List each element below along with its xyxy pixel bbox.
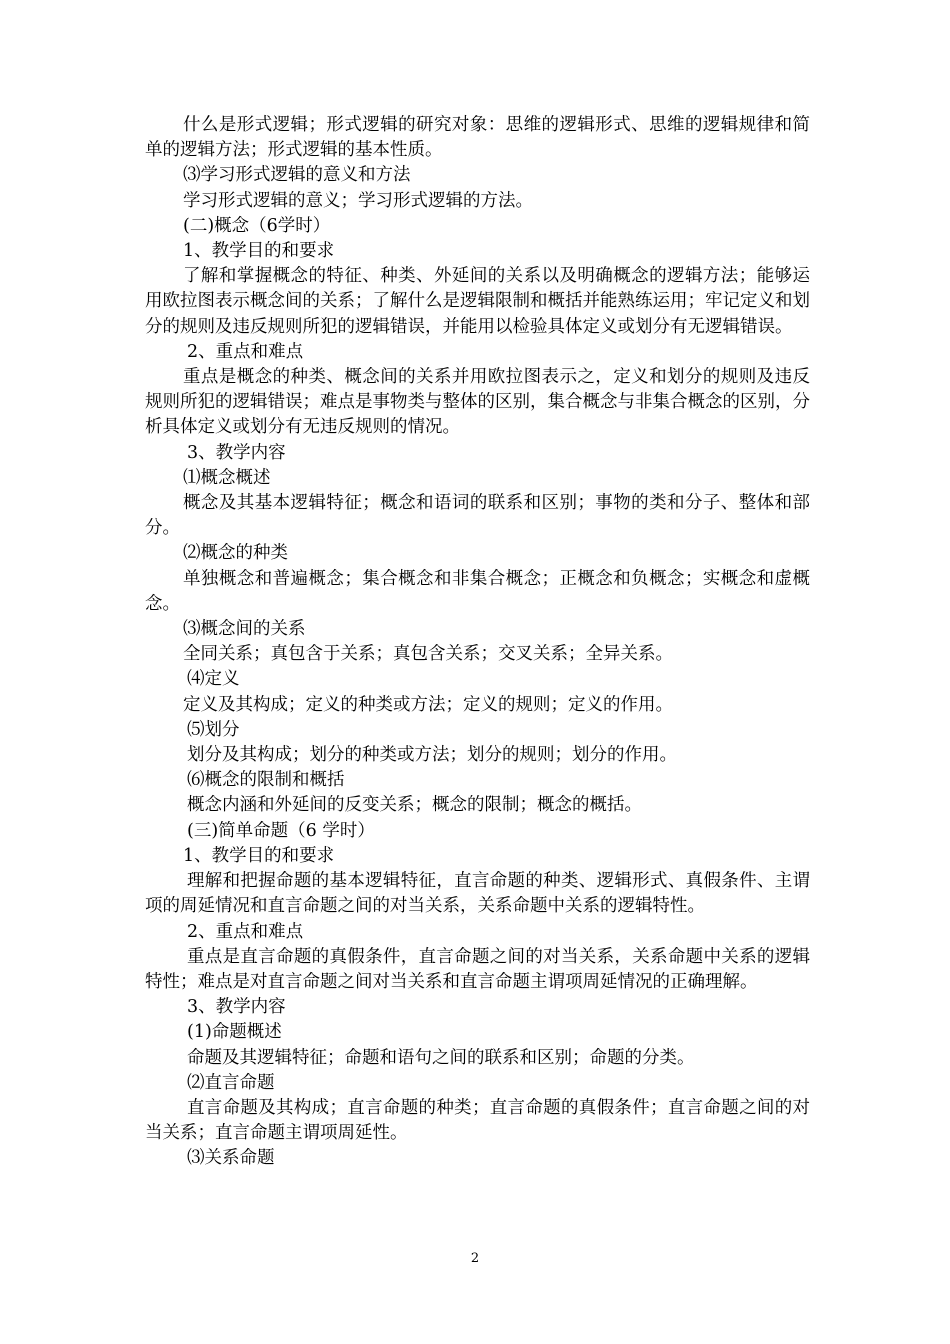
paragraph: 划分及其构成；划分的种类或方法；划分的规则；划分的作用。 xyxy=(187,745,677,766)
item-heading: 1、教学目的和要求 xyxy=(183,241,335,262)
paragraph: 重点是直言命题的真假条件，直言命题之间的对当关系，关系命题中关系的逻辑特性；难点是对直言命题之间对当关系和直言命题主谓项周延情况的正确理解。 xyxy=(145,946,810,992)
subsection-heading: ⑵概念的种类 xyxy=(183,543,288,564)
paragraph: 概念及其基本逻辑特征；概念和语词的联系和区别；事物的类和分子、整体和部分。 xyxy=(145,493,810,539)
paragraph: 什么是形式逻辑；形式逻辑的研究对象：思维的逻辑形式、思维的逻辑规律和简单的逻辑方法；形式逻辑的基本性质。 xyxy=(145,115,810,161)
paragraph: 直言命题及其构成；直言命题的种类；直言命题的真假条件；直言命题之间的对当关系；直言命题主谓项周延性。 xyxy=(145,1097,810,1144)
subsection-heading: ⑷定义 xyxy=(187,669,240,690)
paragraph: 定义及其构成；定义的种类或方法；定义的规则；定义的作用。 xyxy=(183,694,673,715)
paragraph: 重点是概念的种类、概念间的关系并用欧拉图表示之，定义和划分的规则及违反规则所犯的逻辑错误；难点是事物类与整体的区别，集合概念与非集合概念的区别，分析具体定义或划分有无违反规则的情况。 xyxy=(145,367,810,438)
paragraph: 理解和把握命题的基本逻辑特征，直言命题的种类、逻辑形式、真假条件、主谓项的周延情况和直言命题之间的对当关系，关系命题中关系的逻辑特性。 xyxy=(145,871,810,917)
subsection-heading: ⑵直言命题 xyxy=(187,1072,275,1093)
subsection-heading: ⑶关系命题 xyxy=(187,1148,275,1169)
item-heading: 3、教学内容 xyxy=(187,997,286,1018)
section-heading: (二)概念（6学时） xyxy=(183,215,331,236)
page-number: 2 xyxy=(470,1251,480,1266)
subsection-heading: ⑶概念间的关系 xyxy=(183,619,306,640)
item-heading: 2、重点和难点 xyxy=(187,921,304,942)
document-body xyxy=(145,113,810,1172)
subsection-heading: ⑸划分 xyxy=(187,719,240,740)
paragraph: 命题及其逻辑特征；命题和语句之间的联系和区别；命题的分类。 xyxy=(187,1047,695,1068)
subsection-heading: ⑴概念概述 xyxy=(183,467,271,488)
paragraph: 了解和掌握概念的特征、种类、外延间的关系以及明确概念的逻辑方法；能够运用欧拉图表示概念间的关系；了解什么是逻辑限制和概括并能熟练运用；牢记定义和划分的规则及违反规则所犯的逻辑错误，并能用以检验具体定义或划分有无逻辑错误。 xyxy=(145,266,810,337)
paragraph: 全同关系；真包含于关系；真包含关系；交叉关系；全异关系。 xyxy=(183,644,673,665)
subsection-heading: (1)命题概述 xyxy=(187,1022,282,1043)
section-heading: (三)简单命题（6 学时） xyxy=(187,820,375,841)
paragraph: 单独概念和普遍概念；集合概念和非集合概念；正概念和负概念；实概念和虚概念。 xyxy=(145,568,810,614)
subsection-heading: ⑶学习形式逻辑的意义和方法 xyxy=(183,165,411,186)
item-heading: 1、教学目的和要求 xyxy=(183,845,335,866)
item-heading: 2、重点和难点 xyxy=(187,341,304,362)
subsection-heading: ⑹概念的限制和概括 xyxy=(187,770,345,791)
paragraph: 学习形式逻辑的意义；学习形式逻辑的方法。 xyxy=(183,190,533,211)
paragraph: 概念内涵和外延间的反变关系；概念的限制；概念的概括。 xyxy=(187,795,642,816)
item-heading: 3、教学内容 xyxy=(187,442,286,463)
